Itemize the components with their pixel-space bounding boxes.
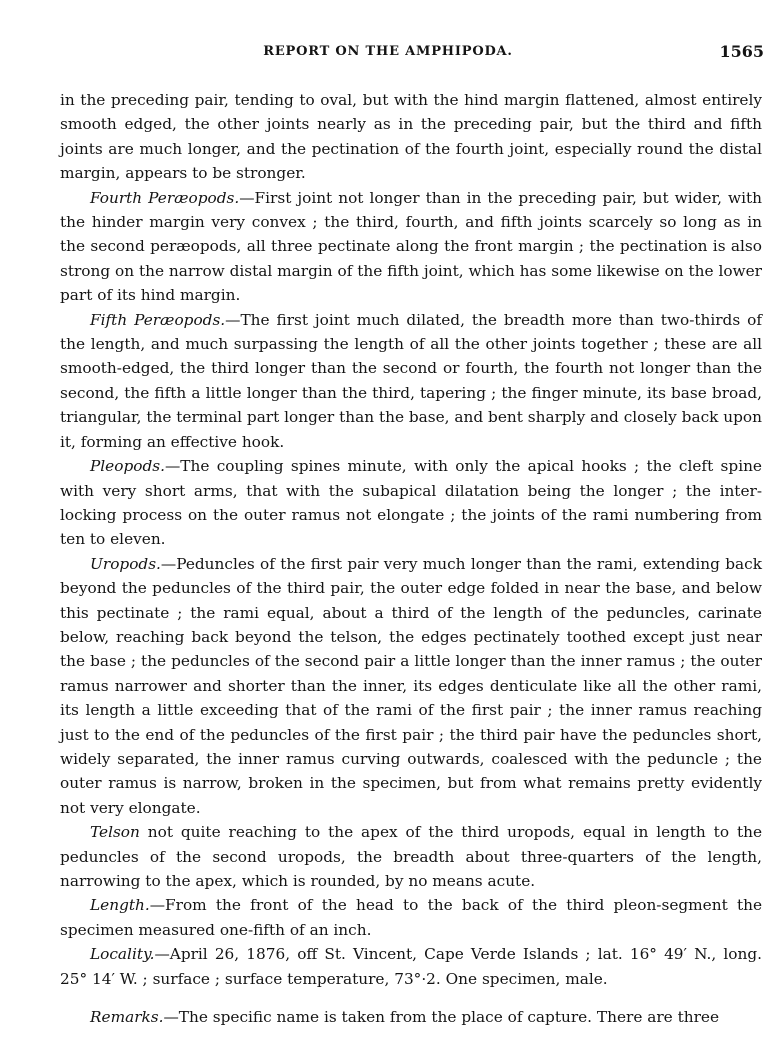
paragraph-heading: Length.: [90, 896, 150, 915]
paragraph-text: —First joint not longer than in the preceding pair, but wider, with the hinder margin very convex ; the third, fourth, and fifth joints scarcely so long as in the second peræopods, all three pectinate along the front margin ; the pectination is also strong on the narrow distal margin of the fifth joint, which has some likewise on the lower part of its hind margin.: [60, 188, 762, 305]
paragraph-length: [60, 893, 762, 942]
paragraph-text: —April 26, 1876, off St. Vincent, Cape Verde Islands ; lat. 16° 49′ N., long. 25° 14′ W. ; surface ; surface temperature, 73°·2. One specimen, male.: [60, 945, 762, 988]
paragraph-locality: [60, 942, 762, 991]
paragraph-remarks: [60, 1005, 762, 1029]
running-title: REPORT ON THE AMPHIPODA.: [263, 44, 513, 59]
page-number: 1565: [719, 42, 764, 61]
paragraph-text: in the preceding pair, tending to oval, but with the hind margin flattened, almost entirely smooth edged, the other joints nearly as in the preceding pair, but the third and fifth joints are much longer, and the pectination of the fourth joint, especially round the distal margin, appears to be stronger.: [60, 91, 762, 183]
paragraph-heading: Locality.: [90, 945, 155, 964]
paragraph-heading: Fourth Peræopods.: [90, 188, 240, 207]
body-text: [60, 88, 762, 1029]
paragraph-continuation: [60, 88, 762, 186]
paragraph-heading: Pleopods.: [90, 457, 165, 476]
paragraph-text: not quite reaching to the apex of the third uropods, equal in length to the peduncles of the second uropods, the breadth about three-quarters of the length, narrowing to the apex, which is rounded, by no means acute.: [60, 823, 762, 890]
paragraph-heading: Telson: [90, 823, 140, 842]
paragraph-heading: Remarks.: [90, 1008, 164, 1027]
paragraph-text: —The first joint much dilated, the breadth more than two-thirds of the length, and much surpassing the length of all the other joints together ; these are all smooth-edged, the third longer than the second or fourth, the fourth not longer than the second, the fifth a little longer than the third, tapering ; the finger minute, its base broad, triangular, the terminal part longer than the base, and bent sharply and closely back upon it, forming an effective hook.: [60, 310, 762, 451]
paragraph-text: —The specific name is taken from the place of capture. There are three: [163, 1008, 720, 1027]
paragraph-pleopods: [60, 454, 762, 552]
paragraph-uropods: [60, 552, 762, 820]
page-header: [0, 38, 776, 68]
paragraph-heading: Uropods.: [90, 554, 161, 573]
paragraph-telson: [60, 820, 762, 893]
paragraph-fourth-peraeopods: [60, 186, 762, 308]
paragraph-heading: Fifth Peræopods.: [90, 310, 226, 329]
paragraph-text: —Peduncles of the first pair very much longer than the rami, extending back beyond the peduncles of the third pair, the outer edge folded in near the base, and below this pectinate ; the rami equal, about a third of the length of the peduncles, carinate below, reaching back beyond the telson, the edges pectinately toothed except just near the base ; the peduncles of the second pair a little longer than the inner ramus ; the outer ramus narrower and shorter than the inner, its edges denticulate like all the other rami, its length a little exceeding that of the rami of the first pair ; the inner ramus reaching just to the end of the peduncles of the first pair ; the third pair have the peduncles short, widely separated, the inner ramus curving outwards, coalesced with the peduncle ; the outer ramus is narrow, broken in the specimen, but from what remains pretty evidently not very elongate.: [60, 554, 762, 817]
paragraph-text: —From the front of the head to the back of the third pleon-segment the specimen measured one-fifth of an inch.: [60, 896, 762, 939]
paragraph-fifth-peraeopods: [60, 308, 762, 454]
paragraph-text: —The coupling spines minute, with only the apical hooks ; the cleft spine with very short arms, that with the subapical dilatation being the longer ; the inter-locking process on the outer ramus not elongate ; the joints of the rami numbering from ten to eleven.: [60, 457, 762, 549]
